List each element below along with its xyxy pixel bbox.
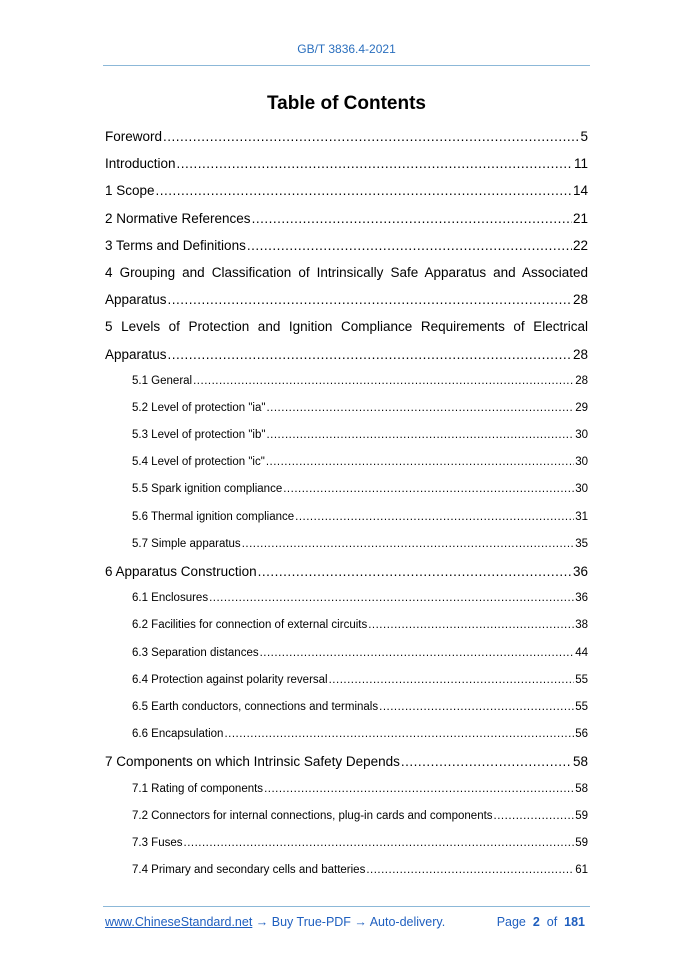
- toc-entry-introduction[interactable]: [105, 150, 588, 177]
- toc-subentry-6-3[interactable]: [105, 640, 588, 667]
- toc-leader-dots: [266, 449, 574, 476]
- toc-subentry-6-4[interactable]: [105, 667, 588, 694]
- toc-page-number: 22: [572, 237, 588, 253]
- toc-entry-normative-references[interactable]: [105, 205, 588, 232]
- toc-entry-apparatus-construction[interactable]: [105, 558, 588, 585]
- toc-entry-text: 7.3 Fuses: [132, 836, 183, 849]
- toc-leader-dots: [156, 177, 572, 204]
- toc-subentry-7-4[interactable]: [105, 857, 588, 884]
- toc-entry-text: 6.1 Enclosures: [132, 592, 209, 605]
- toc-leader-dots: [266, 395, 574, 422]
- toc-entry-levels-of-protection-line2[interactable]: [105, 341, 588, 368]
- toc-page-number: 28: [575, 374, 588, 387]
- toc-entry-text: Introduction: [105, 156, 176, 172]
- toc-subentry-5-6[interactable]: [105, 504, 588, 531]
- toc-entry-components[interactable]: [105, 748, 588, 775]
- toc-entry-grouping-line2[interactable]: [105, 286, 588, 313]
- toc-leader-dots: [184, 830, 575, 857]
- toc-subentry-5-3[interactable]: [105, 422, 588, 449]
- toc-page-number: 55: [575, 673, 588, 686]
- toc-subentry-5-2[interactable]: [105, 395, 588, 422]
- toc-leader-dots: [163, 123, 579, 150]
- toc-entry-text: 7.4 Primary and secondary cells and batteries: [132, 864, 366, 877]
- toc-entry-text: 5.3 Level of protection "ib": [132, 429, 266, 442]
- page-indicator: [497, 915, 585, 929]
- toc-leader-dots: [260, 640, 575, 667]
- toc-leader-dots: [295, 504, 574, 531]
- page-of-label: of: [546, 915, 558, 929]
- toc-page-number: 36: [575, 592, 588, 605]
- toc-leader-dots: [247, 232, 572, 259]
- page-footer: [105, 915, 585, 929]
- toc-page-number: 58: [575, 782, 588, 795]
- toc-subentry-6-1[interactable]: [105, 585, 588, 612]
- toc-entry-text: Apparatus: [105, 346, 167, 362]
- toc-entry-text: 7 Components on which Intrinsic Safety Depends: [105, 754, 400, 770]
- toc-entry-text: 5.1 General: [132, 374, 193, 387]
- toc-subentry-7-3[interactable]: [105, 830, 588, 857]
- toc-subentry-6-6[interactable]: [105, 721, 588, 748]
- table-of-contents: [105, 123, 588, 884]
- toc-page-number: 35: [575, 537, 588, 550]
- toc-leader-dots: [242, 531, 575, 558]
- toc-leader-dots: [494, 803, 575, 830]
- toc-leader-dots: [264, 776, 574, 803]
- toc-entry-text: 5.6 Thermal ignition compliance: [132, 510, 295, 523]
- toc-page-number: 21: [572, 210, 588, 226]
- toc-entry-text: 1 Scope: [105, 183, 155, 199]
- toc-subentry-6-5[interactable]: [105, 694, 588, 721]
- toc-page-number: 38: [575, 619, 588, 632]
- toc-entry-text: 5.7 Simple apparatus: [132, 537, 241, 550]
- toc-entry-grouping-line1[interactable]: 4 Grouping and Classification of Intrinsically Safe Apparatus and Associated: [105, 264, 588, 280]
- toc-leader-dots: [168, 286, 572, 313]
- toc-subentry-5-5[interactable]: [105, 476, 588, 503]
- toc-entry-text: 6.5 Earth conductors, connections and terminals: [132, 700, 379, 713]
- toc-page-number: 5: [580, 129, 588, 144]
- toc-entry-scope[interactable]: [105, 177, 588, 204]
- toc-subentry-5-4[interactable]: [105, 449, 588, 476]
- toc-page-number: 44: [575, 646, 588, 659]
- toc-leader-dots: [224, 721, 574, 748]
- standard-number-header: GB/T 3836.4-2021: [297, 42, 396, 56]
- toc-page-number: 58: [572, 754, 588, 770]
- page-label: Page: [496, 915, 526, 929]
- toc-leader-dots: [283, 476, 574, 503]
- toc-leader-dots: [266, 422, 574, 449]
- toc-page-number: 59: [575, 836, 588, 849]
- toc-leader-dots: [379, 694, 574, 721]
- toc-subentry-7-1[interactable]: [105, 776, 588, 803]
- page-title: Table of Contents: [266, 93, 427, 114]
- header-rule: [103, 65, 590, 66]
- toc-entry-levels-of-protection-line1[interactable]: 5 Levels of Protection and Ignition Compliance Requirements of Electrical: [105, 319, 588, 335]
- toc-page-number: 55: [575, 700, 588, 713]
- toc-leader-dots: [366, 857, 574, 884]
- toc-entry-text: 6.4 Protection against polarity reversal: [132, 673, 328, 686]
- current-page-number: 2: [532, 915, 540, 929]
- toc-entry-text: 5.4 Level of protection "ic": [132, 456, 265, 469]
- promo-text: → Buy True-PDF → Auto-delivery.: [252, 915, 446, 929]
- toc-page-number: 30: [575, 429, 588, 442]
- toc-page-number: 36: [572, 564, 588, 579]
- toc-page-number: 14: [572, 183, 588, 199]
- toc-page-number: 56: [575, 728, 588, 741]
- toc-subentry-6-2[interactable]: [105, 612, 588, 639]
- toc-entry-text: 7.1 Rating of components: [132, 782, 264, 795]
- toc-entry-text: 5.2 Level of protection "ia": [132, 401, 266, 414]
- toc-entry-text: 6.3 Separation distances: [132, 646, 259, 659]
- toc-page-number: 31: [575, 510, 588, 523]
- toc-subentry-5-7[interactable]: [105, 531, 588, 558]
- toc-leader-dots: [368, 612, 574, 639]
- toc-leader-dots: [252, 205, 572, 232]
- toc-page-number: 30: [575, 456, 588, 469]
- toc-entry-terms-and-definitions[interactable]: [105, 232, 588, 259]
- toc-leader-dots: [193, 368, 574, 395]
- toc-page-number: 28: [572, 346, 588, 362]
- toc-leader-dots: [177, 150, 573, 177]
- toc-page-number: 29: [575, 401, 588, 414]
- toc-entry-foreword[interactable]: [105, 123, 588, 150]
- toc-entry-text: 2 Normative References: [105, 210, 251, 226]
- toc-page-number: 28: [572, 292, 588, 308]
- toc-subentry-7-2[interactable]: [105, 803, 588, 830]
- total-pages-number: 181: [564, 915, 585, 929]
- toc-entry-text: 5.5 Spark ignition compliance: [132, 483, 283, 496]
- toc-entry-text: 6.6 Encapsulation: [132, 728, 224, 741]
- toc-leader-dots: [209, 585, 574, 612]
- toc-entry-text: 7.2 Connectors for internal connections, plug-in cards and components: [132, 809, 493, 822]
- toc-page-number: 61: [575, 864, 588, 877]
- toc-leader-dots: [168, 341, 572, 368]
- site-link[interactable]: www.ChineseStandard.net: [105, 915, 253, 929]
- toc-leader-dots: [401, 748, 572, 775]
- toc-entry-text: 3 Terms and Definitions: [105, 237, 246, 253]
- footer-promo: [105, 915, 445, 929]
- toc-leader-dots: [258, 558, 572, 585]
- toc-leader-dots: [329, 667, 575, 694]
- footer-rule: [103, 906, 590, 907]
- toc-entry-text: Apparatus: [105, 292, 167, 308]
- toc-page-number: 11: [573, 156, 588, 172]
- toc-entry-text: 6.2 Facilities for connection of external circuits: [132, 619, 368, 632]
- toc-entry-text: Foreword: [105, 129, 163, 144]
- toc-page-number: 30: [575, 483, 588, 496]
- toc-subentry-5-1[interactable]: [105, 368, 588, 395]
- toc-page-number: 59: [575, 809, 588, 822]
- toc-entry-text: 6 Apparatus Construction: [105, 564, 257, 579]
